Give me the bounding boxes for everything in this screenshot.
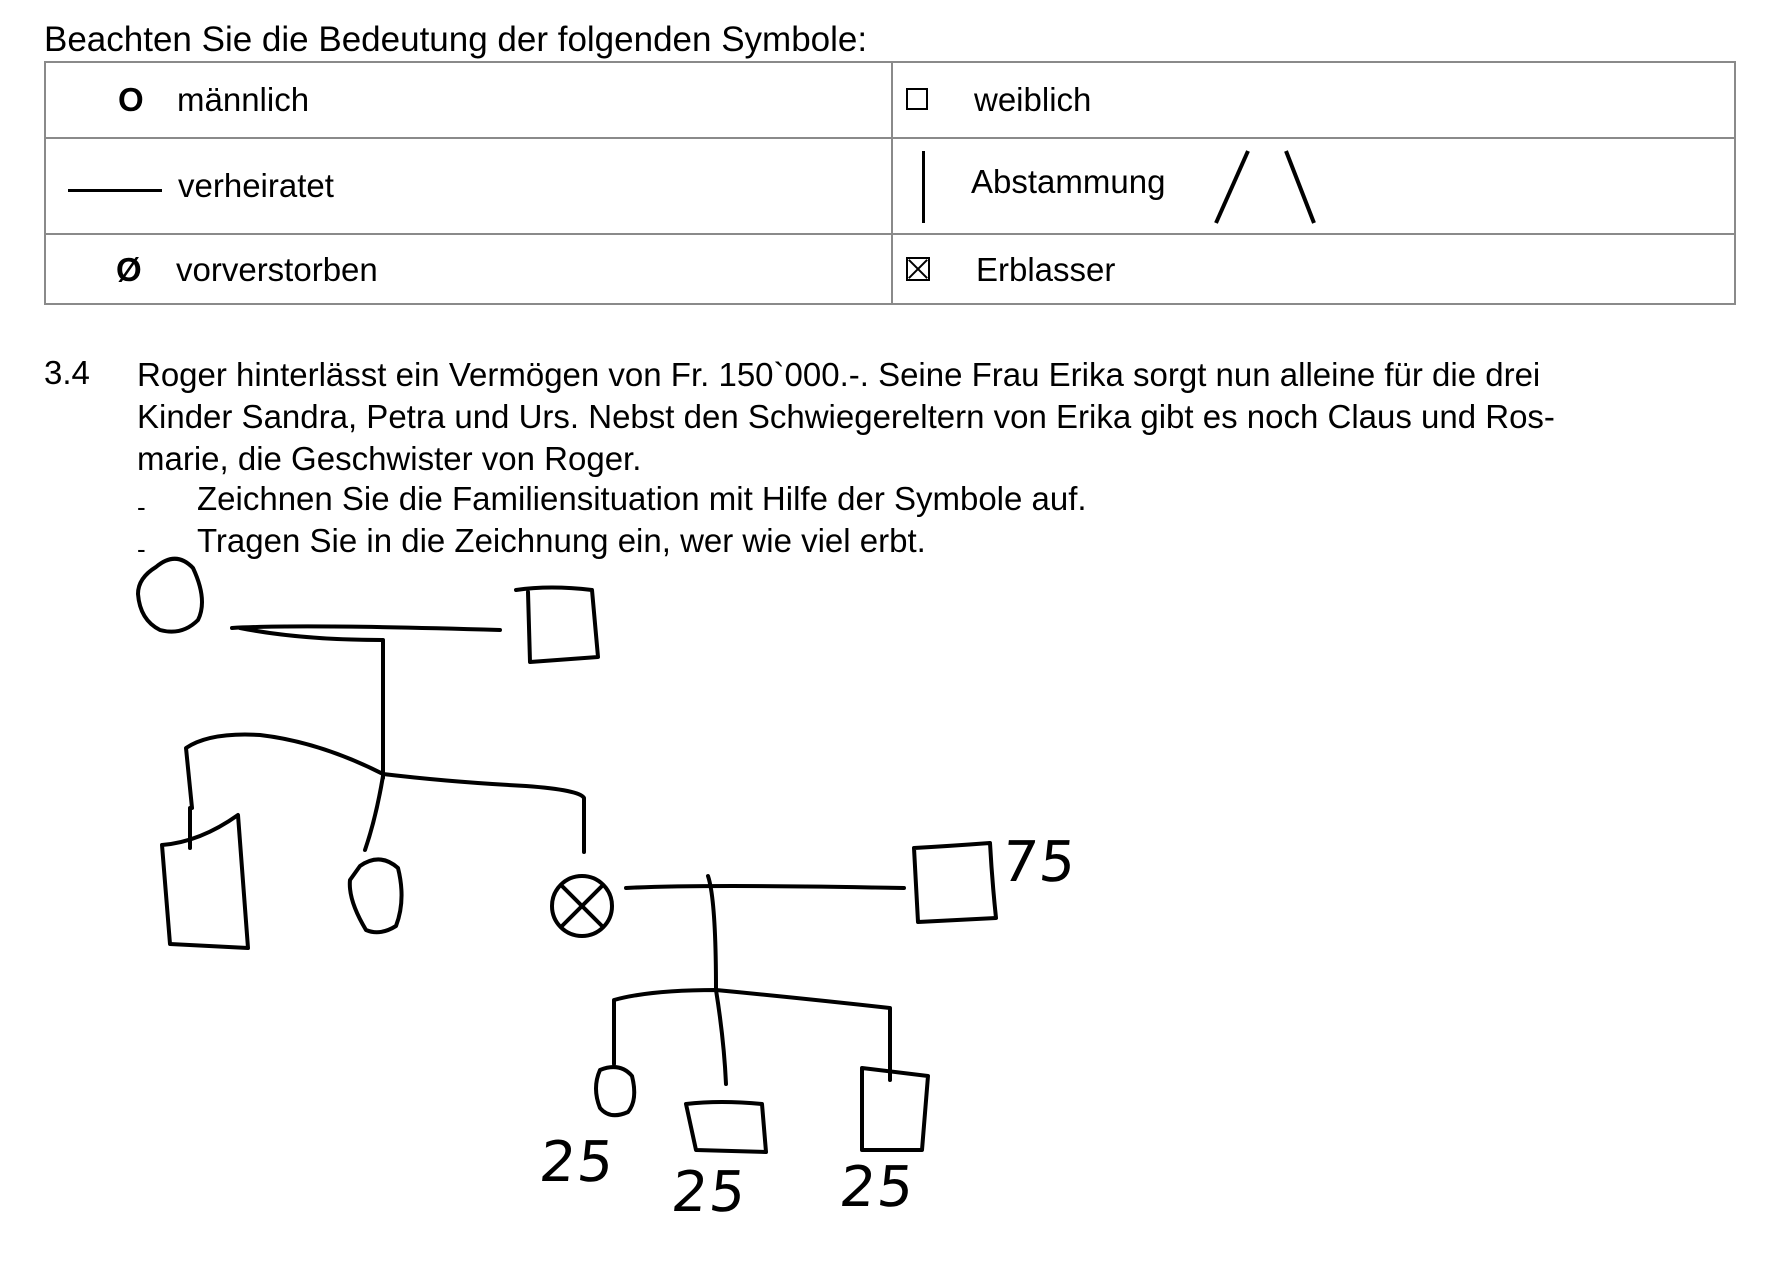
task-description [137,354,1737,480]
inheritance-child-1: 25 [536,1130,619,1195]
task-number: 3.4 [44,354,90,391]
inheritance-child-3: 25 [836,1155,919,1220]
inheritance-spouse: 75 [998,830,1081,895]
sibling-male-circle [350,859,402,932]
task-line: Kinder Sandra, Petra und Urs. Nebst den Schwiegereltern von Erika gibt es noch Claus und Ros- [137,398,1555,435]
grandmother-square [516,588,598,663]
grandfather-circle [138,559,202,632]
bullet-text: Zeichnen Sie die Familiensituation mit Hilfe der Symbole auf. [197,480,1087,517]
grandchild-male-descent [716,990,726,1084]
horizontal-line-icon [68,189,162,192]
legend-table [44,61,1736,305]
grandchildren-branch-line [614,990,890,1080]
sibling-female-square [162,815,248,948]
legend-row [46,137,1734,233]
bullet-text: Tragen Sie in die Zeichnung ein, wer wie viel erbt. [197,522,926,559]
legend-label-married: verheiratet [178,167,334,204]
inheritance-child-2: 25 [668,1160,751,1225]
children-branch-line [186,735,584,852]
sibling-male-descent [365,776,383,850]
spouse-descent-line [708,876,716,990]
task-line: marie, die Geschwister von Roger. [137,440,642,477]
legend-label-deceased: vorverstorben [176,251,378,288]
grandchild-female-circle [596,1067,634,1115]
testator-circle [552,876,612,936]
spouse-square [914,843,996,922]
male-symbol: O [118,81,144,118]
legend-label-testator: Erblasser [976,251,1116,288]
grandchild-male-square [686,1102,766,1152]
deceased-symbol: Ø [116,251,142,288]
grandparents-descent-line [240,628,383,778]
grandparents-marriage-line [232,626,500,630]
grandchild-square-2 [862,1068,928,1150]
bullet-mark: - [137,492,146,522]
descent-slashes-icon [1206,145,1326,229]
bullet-mark: - [137,534,146,564]
square-icon [906,88,928,110]
legend-row [46,63,1734,137]
legend-label-female: weiblich [974,81,1092,118]
testator-marriage-line [626,886,904,888]
legend-heading: Beachten Sie die Bedeutung der folgenden Symbole: [44,20,868,59]
legend-row [46,233,1734,305]
legend-label-descent: Abstammung [971,163,1166,200]
vertical-line-icon [922,151,925,223]
task-line: Roger hinterlässt ein Vermögen von Fr. 150`000.-. Seine Frau Erika sorgt nun alleine für die drei [137,356,1541,393]
crossed-square-icon [906,257,930,281]
legend-label-male: männlich [177,81,310,118]
